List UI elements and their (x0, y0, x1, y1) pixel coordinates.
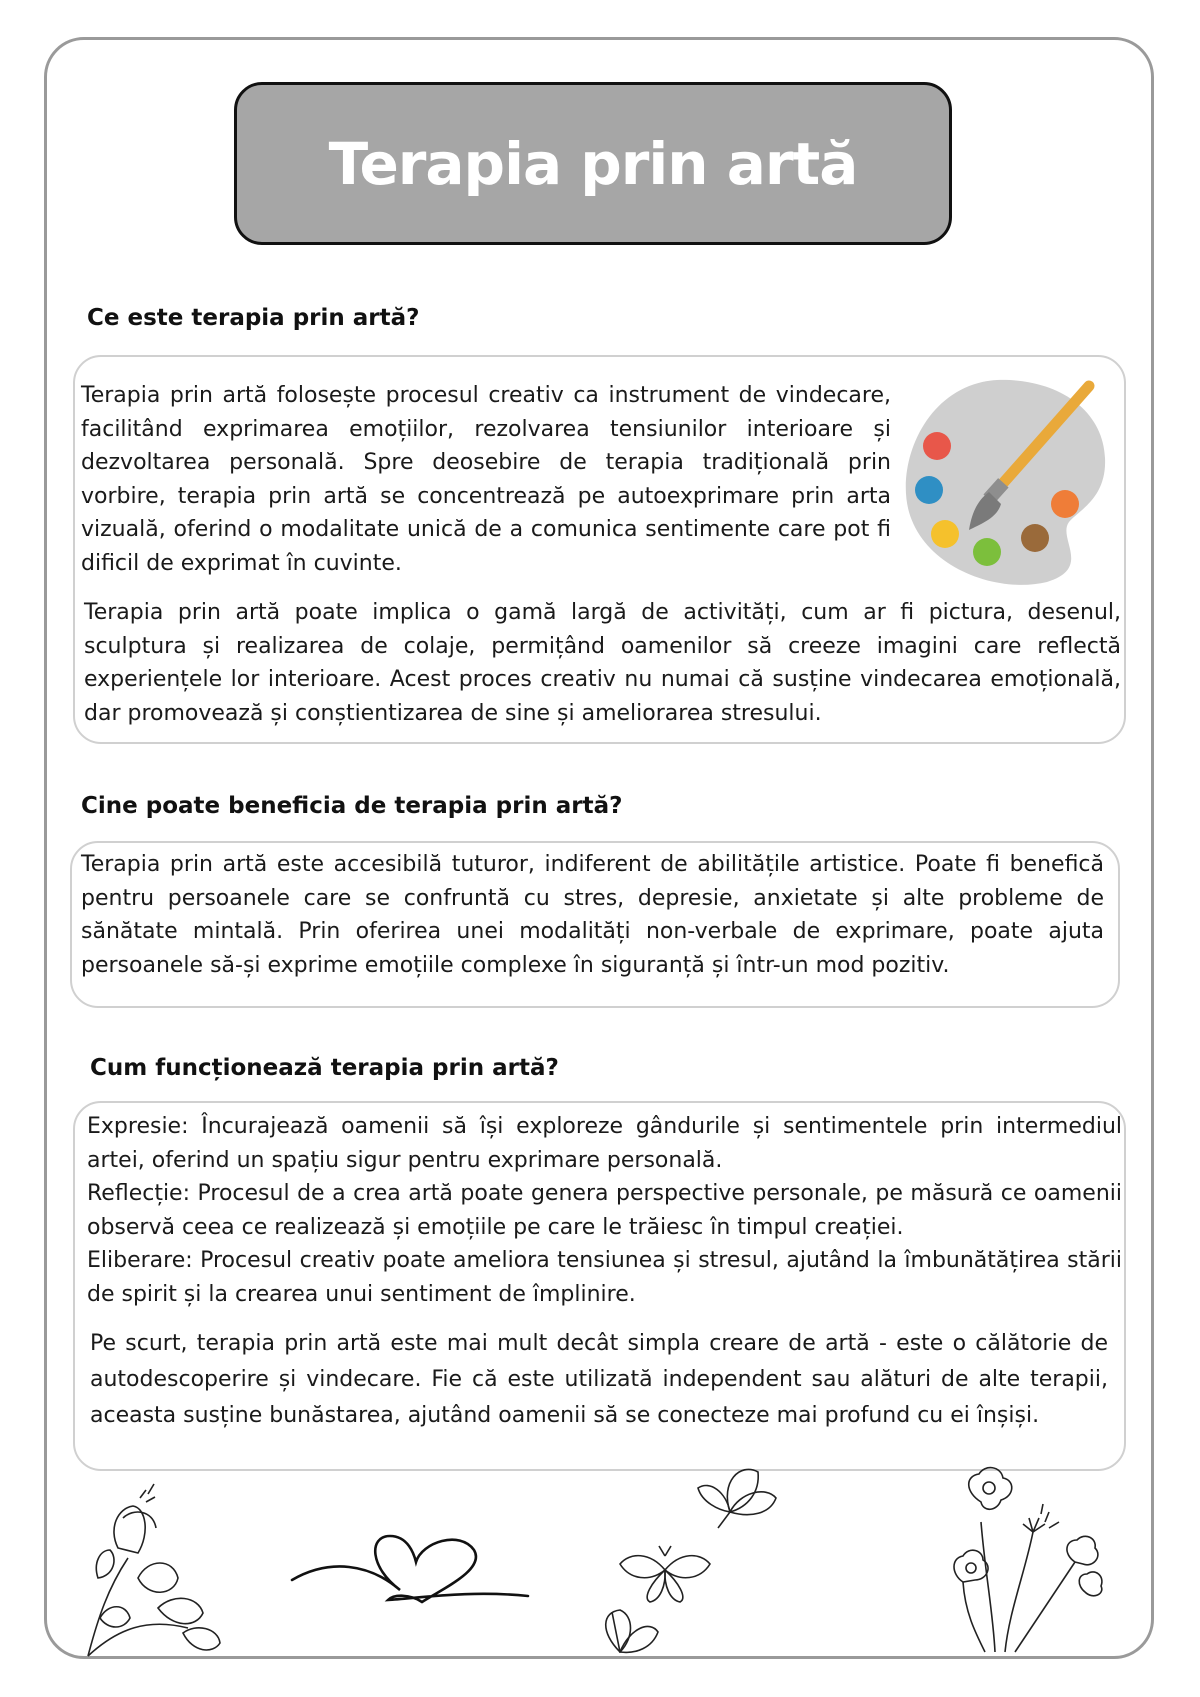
paragraph-definition (81, 379, 891, 580)
heart-line-icon (290, 1528, 530, 1608)
paragraph-who-benefits (81, 848, 1104, 982)
list-item-reflectie: Reflecție: Procesul de a crea artă poate genera perspective personale, pe măsură ce oamenii observă ceea ce realizează și emoțiile pe care le trăiesc în timpul creației. (87, 1181, 1122, 1240)
paragraph-summary-text: Pe scurt, terapia prin artă este mai mult decât simpla creare de artă - este o călătorie de autodescoperire și vindecare. Fie că este utilizată independent sau alături de alte terapii, aceasta susține bunăstarea, ajutând oamenii să se conecteze mai profund cu ei înșiși. (90, 1331, 1108, 1428)
page-title: Terapia prin artă (328, 129, 858, 198)
section-heading-who-benefits: Cine poate beneficia de terapia prin artă? (81, 793, 623, 819)
title-banner (234, 82, 952, 245)
flower-bouquet-icon (78, 1478, 228, 1658)
paragraph-who-benefits-text: Terapia prin artă este accesibilă tuturor, indiferent de abilitățile artistice. Poate fi benefică pentru persoanele care se confruntă cu stres, depresie, anxietate și alte probleme de sănătate mintală. Prin oferirea unei modalități non-verbale de exprimare, poate ajuta persoanele să-și exprime emoțiile complexe în siguranță și într-un mod pozitiv. (81, 852, 1104, 978)
section-heading-how-it-works: Cum funcționează terapia prin artă? (90, 1055, 559, 1081)
wildflowers-icon (945, 1462, 1120, 1657)
paragraph-summary (90, 1326, 1108, 1434)
palette-icon (897, 372, 1112, 587)
list-item-expresie: Expresie: Încurajează oamenii să își exploreze gândurile și sentimentele prin intermediul artei, oferind un spațiu sigur pentru exprimare personală. (87, 1114, 1122, 1173)
palette-paint-orange (1051, 490, 1079, 518)
butterfly-icon (590, 1452, 820, 1657)
list-item-eliberare: Eliberare: Procesul creativ poate ameliora tensiunea și stresul, ajutând la îmbunătățirea stării de spirit și la crearea unui sentiment de împlinire. (87, 1248, 1122, 1307)
section-heading-what-is: Ce este terapia prin artă? (87, 305, 420, 331)
palette-paint-blue (915, 476, 943, 504)
palette-paint-yellow (931, 520, 959, 548)
palette-paint-red (923, 432, 951, 460)
palette-paint-brown (1021, 524, 1049, 552)
paragraph-activities-text: Terapia prin artă poate implica o gamă largă de activități, cum ar fi pictura, desenul, sculptura și realizarea de colaje, permițând oamenilor să creeze imagini care reflectă experiențele lor interioare. Acest proces creativ nu numai că susține vindecarea emoțională, dar promovează și conștientizarea de sine și ameliorarea stresului. (84, 600, 1121, 726)
list-how-it-works (87, 1110, 1122, 1311)
paragraph-definition-text: Terapia prin artă folosește procesul creativ ca instrument de vindecare, facilitând exprimarea emoțiilor, rezolvarea tensiunilor interioare și dezvoltarea personală. Spre deosebire de terapia tradițională prin vorbire, terapia prin artă se concentrează pe autoexprimare prin arta vizuală, oferind o modalitate unică de a comunica sentimente care pot fi dificil de exprimat în cuvinte. (81, 383, 891, 576)
palette-paint-green (973, 538, 1001, 566)
paragraph-activities (84, 596, 1121, 730)
